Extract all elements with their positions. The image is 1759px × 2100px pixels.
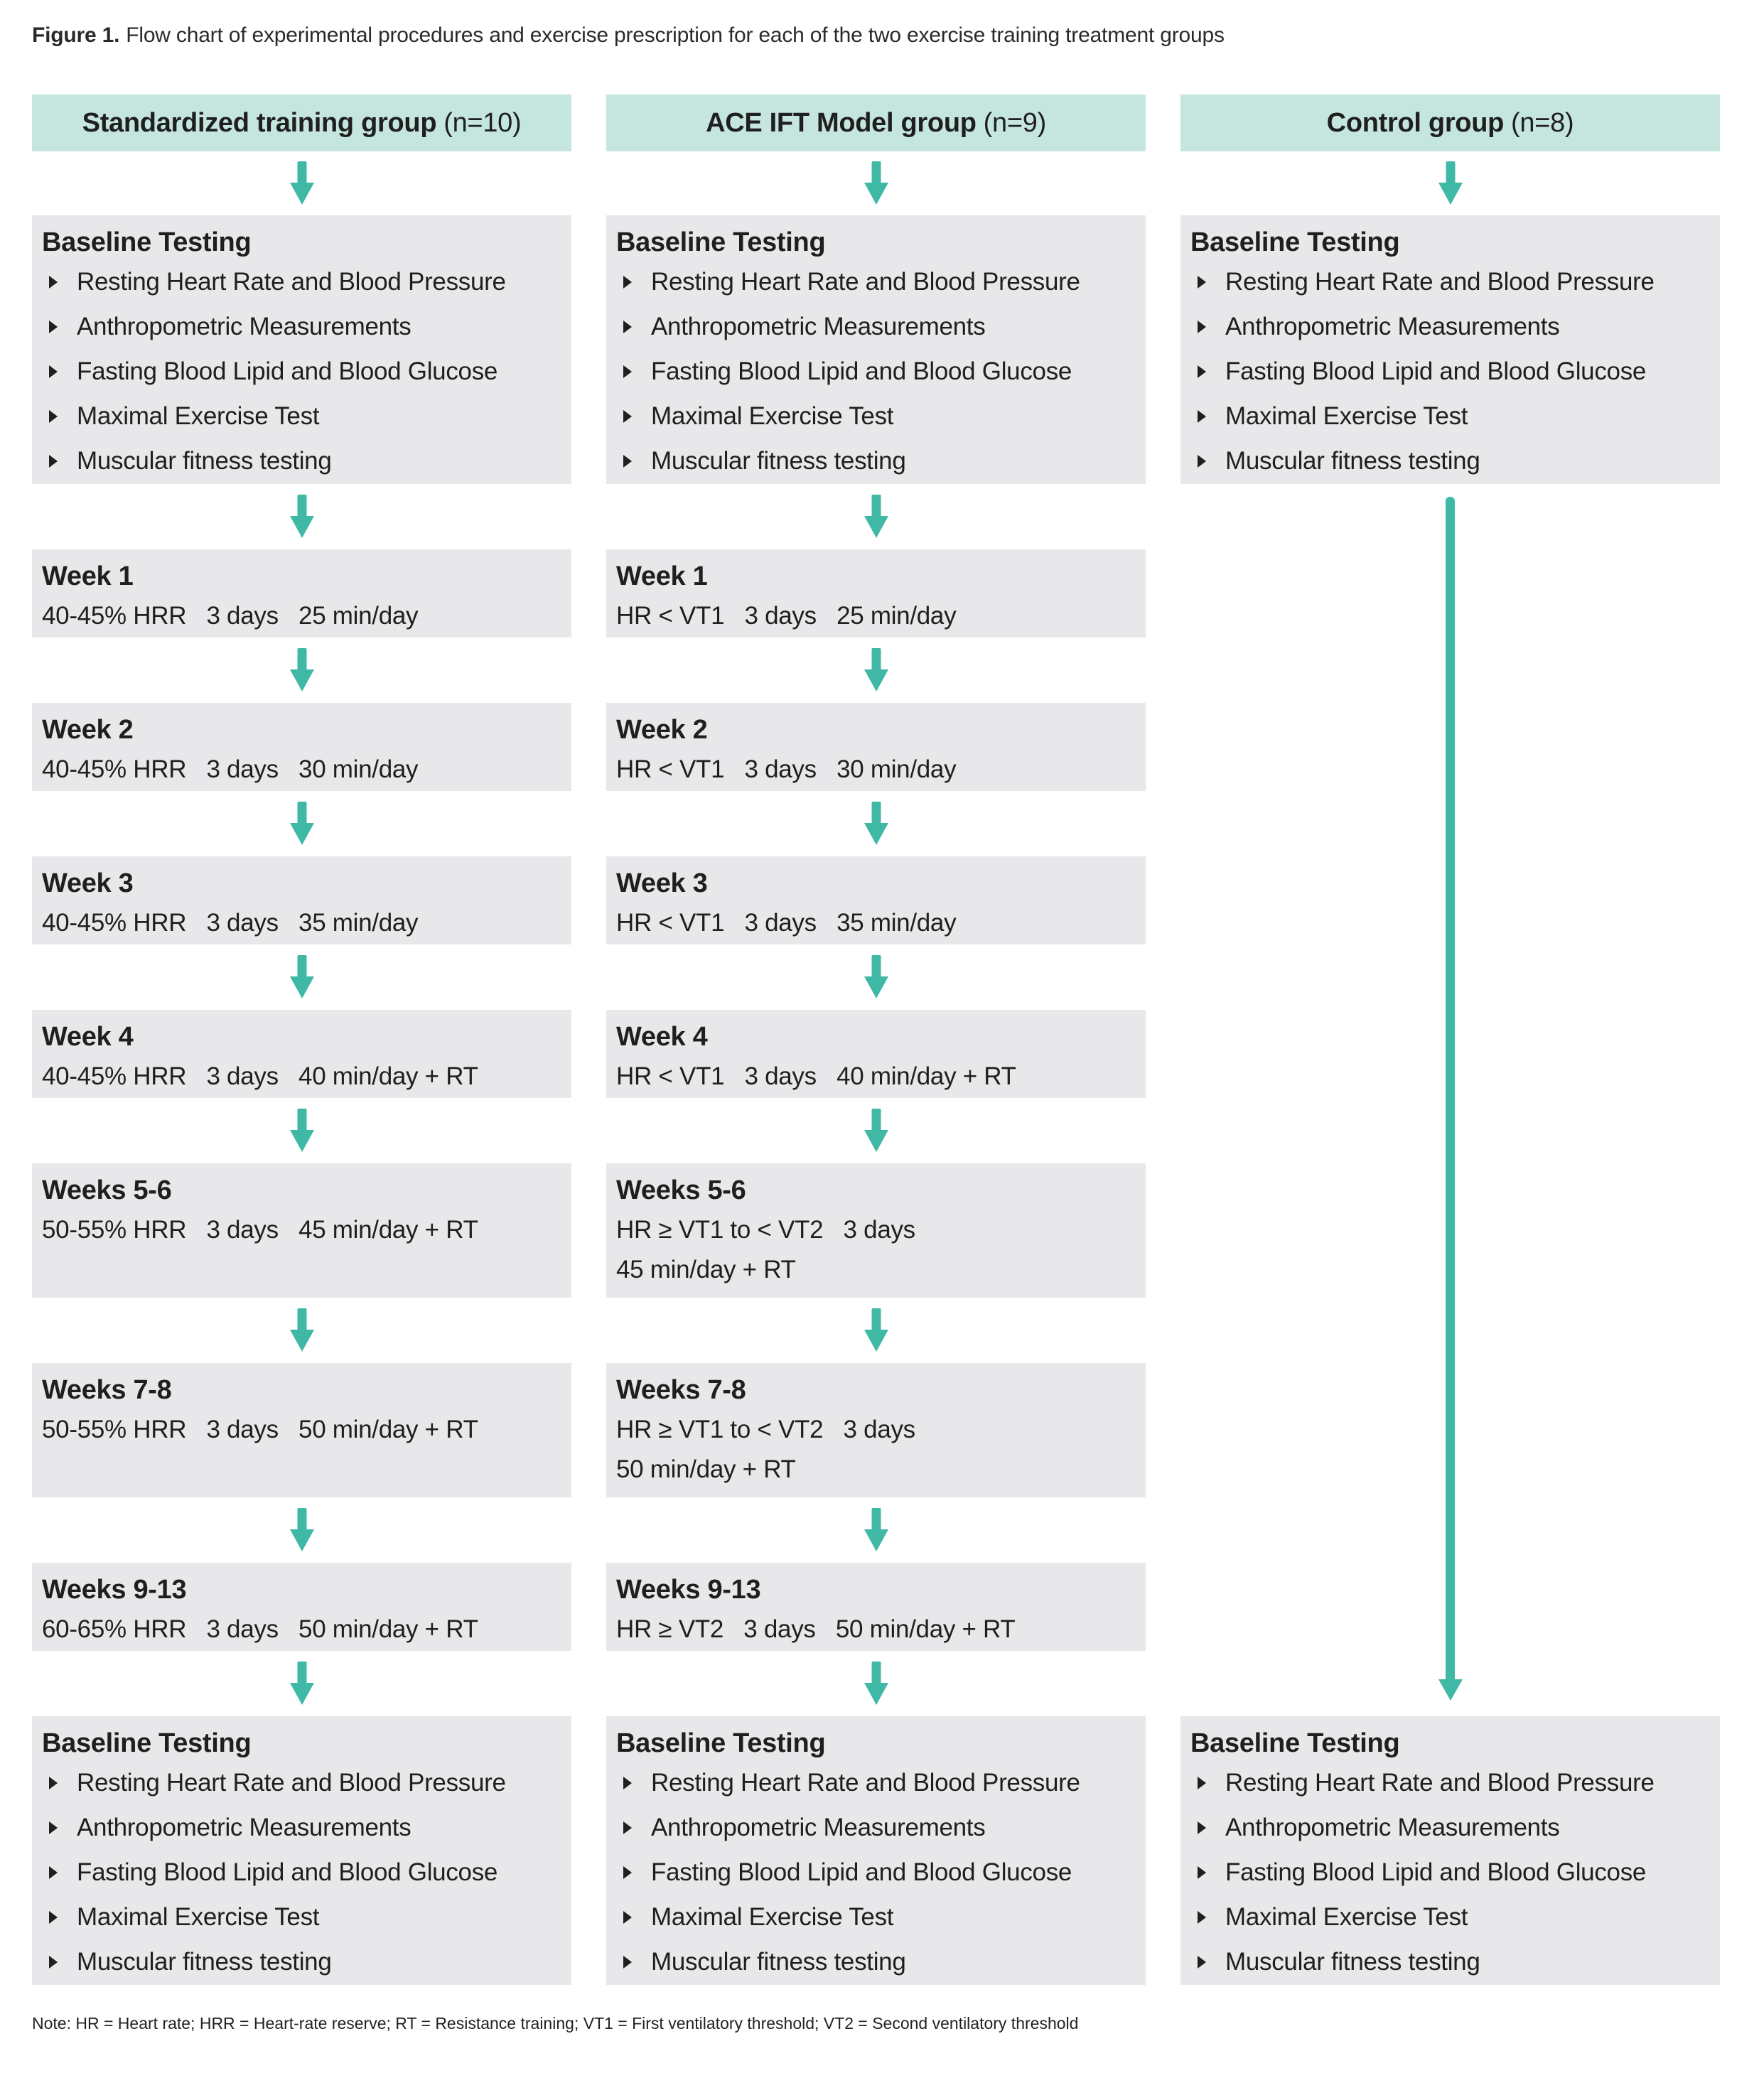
- list-item-label: Resting Heart Rate and Blood Pressure: [77, 1768, 506, 1797]
- down-arrow-icon: [289, 1308, 315, 1352]
- right-triangle-bullet-icon: [623, 321, 632, 333]
- arrow-stem: [1446, 497, 1455, 1679]
- weeks-7-8-box: [606, 1363, 1146, 1497]
- baseline-testing-box-bottom: [1180, 1716, 1720, 1985]
- list-item: [616, 349, 1131, 394]
- box-heading: Week 2: [616, 715, 708, 745]
- right-triangle-bullet-icon: [49, 1777, 58, 1789]
- box-heading: Weeks 7-8: [616, 1375, 746, 1405]
- week-4-box: [606, 1010, 1146, 1098]
- right-triangle-bullet-icon: [623, 1866, 632, 1879]
- list-item: [1190, 1805, 1706, 1850]
- list-item-label: Maximal Exercise Test: [1225, 1902, 1468, 1931]
- list-item-label: Muscular fitness testing: [651, 1947, 906, 1976]
- week-3-box: [606, 856, 1146, 944]
- list-item: [42, 903, 557, 943]
- list-item-label: Maximal Exercise Test: [651, 402, 894, 430]
- list-item: [616, 1805, 1131, 1850]
- right-triangle-bullet-icon: [49, 1911, 58, 1924]
- right-triangle-bullet-icon: [49, 410, 58, 423]
- list-item: [42, 1410, 557, 1450]
- list-item-label: Muscular fitness testing: [77, 446, 332, 475]
- group-name: ACE IFT Model group: [706, 107, 977, 138]
- right-triangle-bullet-icon: [1198, 1866, 1206, 1879]
- box-heading: Week 1: [616, 561, 708, 591]
- flow-gap: [32, 791, 571, 856]
- group-n: (n=9): [983, 107, 1046, 138]
- box-heading: Weeks 5-6: [42, 1175, 172, 1205]
- list-item: [1190, 349, 1706, 394]
- list-item-label: Anthropometric Measurements: [77, 312, 411, 340]
- arrow-head: [1438, 1679, 1463, 1701]
- list-item: [1190, 394, 1706, 438]
- list-item-label: Resting Heart Rate and Blood Pressure: [651, 1768, 1080, 1797]
- week-2-box: [606, 703, 1146, 791]
- baseline-testing-box-top: [32, 215, 571, 484]
- down-arrow-icon: [289, 161, 315, 205]
- prescription-line: 60-65% HRR 3 days 50 min/day + RT: [42, 1615, 478, 1643]
- right-triangle-bullet-icon: [49, 1956, 58, 1969]
- list-item: [42, 1610, 557, 1649]
- list-item-label: Anthropometric Measurements: [1225, 312, 1560, 340]
- list-item: [616, 394, 1131, 438]
- column-control: [1180, 95, 1720, 1985]
- list-item: [616, 1760, 1131, 1805]
- flow-gap: [606, 1098, 1146, 1163]
- baseline-testing-box-top: [1180, 215, 1720, 484]
- group-n: (n=10): [443, 107, 522, 138]
- list-item: [616, 1939, 1131, 1984]
- down-arrow-icon: [289, 955, 315, 999]
- right-triangle-bullet-icon: [49, 1821, 58, 1834]
- figure-caption: Flow chart of experimental procedures and exercise prescription for each of the two exercise training treatment groups: [126, 23, 1225, 47]
- box-heading: Baseline Testing: [616, 1728, 826, 1758]
- down-arrow-icon: [864, 1308, 889, 1352]
- weeks-5-6-box: [32, 1163, 571, 1298]
- flow-gap: [32, 484, 571, 549]
- list-item-label: Anthropometric Measurements: [651, 312, 986, 340]
- prescription-line: 40-45% HRR 3 days 40 min/day + RT: [42, 1062, 478, 1090]
- figure-title: [32, 21, 1720, 50]
- list-item: [1190, 304, 1706, 349]
- list-item: [616, 903, 1131, 943]
- list-item: [1190, 1939, 1706, 1984]
- list-item: [42, 1895, 557, 1939]
- down-arrow-icon: [864, 495, 889, 539]
- right-triangle-bullet-icon: [1198, 1777, 1206, 1789]
- box-heading: Week 4: [42, 1022, 134, 1052]
- right-triangle-bullet-icon: [623, 1821, 632, 1834]
- list-item-label: Fasting Blood Lipid and Blood Glucose: [1225, 1858, 1647, 1886]
- week-4-box: [32, 1010, 571, 1098]
- box-heading: Week 3: [616, 868, 708, 898]
- flowchart: [0, 95, 1759, 1985]
- list-item-label: Anthropometric Measurements: [651, 1813, 986, 1841]
- group-header-ace-ift: [606, 95, 1146, 151]
- baseline-testing-box-top: [606, 215, 1146, 484]
- prescription-line: 45 min/day + RT: [616, 1256, 796, 1283]
- flow-gap: [32, 637, 571, 703]
- list-item: [616, 438, 1131, 483]
- box-heading: Baseline Testing: [1190, 227, 1400, 257]
- list-item: [616, 259, 1131, 304]
- list-item: [42, 596, 557, 636]
- footnote: Note: HR = Heart rate; HRR = Heart-rate reserve; RT = Resistance training; VT1 = First ventilatory threshold; VT2 = Second ventilatory threshold: [32, 2014, 1079, 2032]
- flow-gap: [606, 484, 1146, 549]
- list-item-label: Maximal Exercise Test: [77, 1902, 320, 1931]
- group-name: Control group: [1326, 107, 1505, 138]
- flow-gap: [606, 791, 1146, 856]
- list-item-label: Resting Heart Rate and Blood Pressure: [77, 267, 506, 296]
- right-triangle-bullet-icon: [1198, 365, 1206, 378]
- list-item: [1190, 438, 1706, 483]
- down-arrow-icon: [864, 955, 889, 999]
- prescription-line: 40-45% HRR 3 days 25 min/day: [42, 602, 419, 630]
- right-triangle-bullet-icon: [1198, 1821, 1206, 1834]
- down-arrow-icon: [864, 1662, 889, 1706]
- prescription-line: 40-45% HRR 3 days 35 min/day: [42, 909, 419, 937]
- right-triangle-bullet-icon: [1198, 1911, 1206, 1924]
- weeks-5-6-box: [606, 1163, 1146, 1298]
- prescription-line: HR ≥ VT1 to < VT2 3 days: [616, 1216, 915, 1244]
- flow-gap: [32, 1298, 571, 1363]
- down-arrow-icon: [289, 802, 315, 846]
- right-triangle-bullet-icon: [623, 455, 632, 468]
- list-item-label: Fasting Blood Lipid and Blood Glucose: [77, 357, 498, 385]
- box-heading: Week 4: [616, 1022, 708, 1052]
- column-ace-ift-model: [606, 95, 1146, 1985]
- list-item: [616, 1057, 1131, 1097]
- flow-gap: [606, 1497, 1146, 1563]
- right-triangle-bullet-icon: [1198, 455, 1206, 468]
- list-item-label: Fasting Blood Lipid and Blood Glucose: [651, 357, 1072, 385]
- flow-gap: [32, 1651, 571, 1716]
- box-heading: Weeks 7-8: [42, 1375, 172, 1405]
- flow-gap: [32, 944, 571, 1010]
- week-3-box: [32, 856, 571, 944]
- down-arrow-icon: [1438, 161, 1463, 205]
- list-item-label: Anthropometric Measurements: [1225, 1813, 1560, 1841]
- down-arrow-icon: [864, 802, 889, 846]
- list-item: [42, 349, 557, 394]
- list-item-label: Muscular fitness testing: [651, 446, 906, 475]
- box-heading: Weeks 9-13: [42, 1575, 187, 1605]
- list-item: [42, 1805, 557, 1850]
- down-arrow-icon: [289, 648, 315, 692]
- prescription-line: 50-55% HRR 3 days 45 min/day + RT: [42, 1216, 478, 1244]
- box-heading: Week 1: [42, 561, 134, 591]
- prescription-line: HR ≥ VT1 to < VT2 3 days: [616, 1416, 915, 1443]
- right-triangle-bullet-icon: [49, 365, 58, 378]
- column-standardized-training: [32, 95, 571, 1985]
- list-item-label: Fasting Blood Lipid and Blood Glucose: [77, 1858, 498, 1886]
- flow-gap: [606, 1651, 1146, 1716]
- list-item-label: Muscular fitness testing: [1225, 1947, 1480, 1976]
- box-heading: Weeks 9-13: [616, 1575, 761, 1605]
- prescription-line: HR < VT1 3 days 35 min/day: [616, 909, 957, 937]
- flow-gap: [32, 151, 571, 215]
- list-item: [616, 750, 1131, 790]
- prescription-line: 50-55% HRR 3 days 50 min/day + RT: [42, 1416, 478, 1443]
- list-item-label: Anthropometric Measurements: [77, 1813, 411, 1841]
- right-triangle-bullet-icon: [623, 365, 632, 378]
- list-item: [42, 750, 557, 790]
- figure-number: Figure 1.: [32, 23, 120, 47]
- list-item-label: Resting Heart Rate and Blood Pressure: [651, 267, 1080, 296]
- list-item: [616, 1610, 1131, 1649]
- week-1-box: [32, 549, 571, 637]
- list-item: [616, 1210, 1131, 1290]
- list-item: [42, 1057, 557, 1097]
- weeks-7-8-box: [32, 1363, 571, 1497]
- list-item: [1190, 1895, 1706, 1939]
- right-triangle-bullet-icon: [623, 276, 632, 289]
- right-triangle-bullet-icon: [49, 455, 58, 468]
- list-item-label: Fasting Blood Lipid and Blood Glucose: [651, 1858, 1072, 1886]
- baseline-testing-box-bottom: [606, 1716, 1146, 1985]
- box-heading: Week 2: [42, 715, 134, 745]
- prescription-line: HR < VT1 3 days 30 min/day: [616, 755, 957, 783]
- flow-gap: [1180, 151, 1720, 215]
- list-item-label: Maximal Exercise Test: [1225, 402, 1468, 430]
- list-item-label: Resting Heart Rate and Blood Pressure: [1225, 267, 1655, 296]
- group-header-control: [1180, 95, 1720, 151]
- list-item: [1190, 1850, 1706, 1895]
- down-arrow-icon: [864, 1109, 889, 1153]
- down-arrow-icon: [289, 1508, 315, 1552]
- list-item-label: Muscular fitness testing: [1225, 446, 1480, 475]
- weeks-9-13-box: [32, 1563, 571, 1651]
- list-item: [1190, 259, 1706, 304]
- box-heading: Baseline Testing: [42, 1728, 252, 1758]
- down-arrow-icon: [864, 1508, 889, 1552]
- list-item: [42, 304, 557, 349]
- group-header-standardized: [32, 95, 571, 151]
- flow-gap: [606, 151, 1146, 215]
- list-item: [42, 1850, 557, 1895]
- box-heading: Baseline Testing: [42, 227, 252, 257]
- list-item: [42, 438, 557, 483]
- list-item: [42, 259, 557, 304]
- flow-gap: [32, 1098, 571, 1163]
- list-item-label: Maximal Exercise Test: [651, 1902, 894, 1931]
- week-1-box: [606, 549, 1146, 637]
- weeks-9-13-box: [606, 1563, 1146, 1651]
- list-item-label: Fasting Blood Lipid and Blood Glucose: [1225, 357, 1647, 385]
- flow-gap: [606, 944, 1146, 1010]
- right-triangle-bullet-icon: [623, 1777, 632, 1789]
- down-arrow-icon: [289, 1109, 315, 1153]
- right-triangle-bullet-icon: [1198, 410, 1206, 423]
- flow-gap: [606, 637, 1146, 703]
- list-item: [616, 1895, 1131, 1939]
- down-arrow-icon: [289, 1662, 315, 1706]
- group-name: Standardized training group: [82, 107, 437, 138]
- list-item: [42, 394, 557, 438]
- list-item: [616, 304, 1131, 349]
- box-heading: Baseline Testing: [1190, 1728, 1400, 1758]
- right-triangle-bullet-icon: [49, 1866, 58, 1879]
- list-item: [42, 1210, 557, 1250]
- flow-gap: [606, 1298, 1146, 1363]
- right-triangle-bullet-icon: [623, 1956, 632, 1969]
- flow-gap: [32, 1497, 571, 1563]
- list-item-label: Resting Heart Rate and Blood Pressure: [1225, 1768, 1655, 1797]
- down-arrow-icon: [864, 161, 889, 205]
- box-heading: Week 3: [42, 868, 134, 898]
- prescription-line: 40-45% HRR 3 days 30 min/day: [42, 755, 419, 783]
- right-triangle-bullet-icon: [623, 1911, 632, 1924]
- prescription-line: HR < VT1 3 days 40 min/day + RT: [616, 1062, 1016, 1090]
- prescription-line: HR < VT1 3 days 25 min/day: [616, 602, 957, 630]
- group-n: (n=8): [1511, 107, 1574, 138]
- long-down-arrow-icon: [1180, 484, 1720, 1716]
- right-triangle-bullet-icon: [49, 276, 58, 289]
- right-triangle-bullet-icon: [1198, 276, 1206, 289]
- right-triangle-bullet-icon: [1198, 321, 1206, 333]
- list-item-label: Muscular fitness testing: [77, 1947, 332, 1976]
- list-item: [616, 596, 1131, 636]
- list-item: [42, 1939, 557, 1984]
- list-item: [42, 1760, 557, 1805]
- right-triangle-bullet-icon: [1198, 1956, 1206, 1969]
- prescription-line: 50 min/day + RT: [616, 1455, 796, 1483]
- box-heading: Weeks 5-6: [616, 1175, 746, 1205]
- list-item: [616, 1850, 1131, 1895]
- list-item: [1190, 1760, 1706, 1805]
- prescription-line: HR ≥ VT2 3 days 50 min/day + RT: [616, 1615, 1016, 1643]
- baseline-testing-box-bottom: [32, 1716, 571, 1985]
- list-item: [616, 1410, 1131, 1490]
- down-arrow-icon: [864, 648, 889, 692]
- down-arrow-icon: [289, 495, 315, 539]
- right-triangle-bullet-icon: [623, 410, 632, 423]
- box-heading: Baseline Testing: [616, 227, 826, 257]
- week-2-box: [32, 703, 571, 791]
- right-triangle-bullet-icon: [49, 321, 58, 333]
- list-item-label: Maximal Exercise Test: [77, 402, 320, 430]
